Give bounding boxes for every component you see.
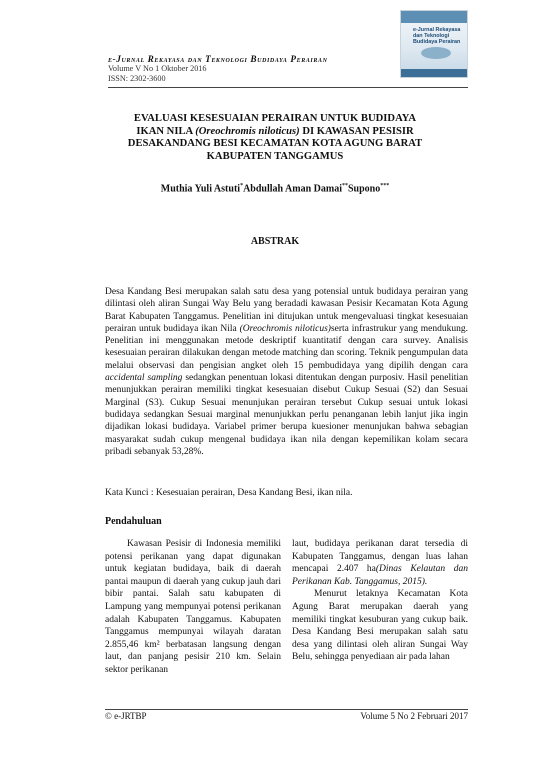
title-line-3: DESAKANDANG BESI KECAMATAN KOTA AGUNG BARAT: [127, 138, 423, 150]
left-paragraph-1: Kawasan Pesisir di Indonesia memiliki potensi perikanan yang dapat digunakan untuk kegiatan budidaya, baik di daerah pantai maupun di daerah yang cukup jauh dari bibir pantai. Salah satu kabupaten di Lampung yang mempunyai potensi perikanan adalah Kabupaten Tanggamus. Kabupaten Tanggamus mempunyai wilayah daratan 2.855,46 km² berbatasan langsung dengan laut, dan panjang pesisir 210 km. Selain sektor perikanan: [105, 539, 281, 675]
cover-title: e-Jurnal Rekayasa dan Teknologi Budidaya Perairan: [413, 27, 461, 45]
keywords: Kata Kunci : Kesesuaian perairan, Desa Kandang Besi, ikan nila.: [105, 488, 353, 498]
author-1: Muthia Yuli Astuti: [160, 183, 241, 195]
abstract-sampling-term: accidental sampling: [105, 373, 183, 384]
right-column: [292, 538, 468, 664]
title-line-2: [110, 126, 440, 139]
header-divider: [108, 87, 468, 88]
abstract-text-3: sedangkan penentuan lokasi ditentukan dengan purposiv. Hasil penelitian menunjukkan perairan memiliki tingkat kesesuaian disebut Cukup Sesuai (S2) dan Sesuai Marginal (S3). Cukup Sesuai menunjukan perairan tersebut Cukup sesuai untuk lokasi budidaya sedangkan Sesuai marginal menunjukkan perlu penanganan lebih lanjut jika ingin dijadikan lokasi budidaya. Variabel primer berupa kuesioner menunjukan bahwa sebagian masyarakat sudah cukup mengenal budidaya ikan nila dengan kepemilikan kolam secara pribadi sebanyak 53,28%.: [105, 373, 468, 457]
abstract-body: [105, 286, 468, 458]
journal-name: e-Jurnal Rekayasa dan Teknologi Budidaya Perairan: [108, 54, 328, 64]
right-paragraph-2: Menurut letaknya Kecamatan Kota Agung Barat merupakan daerah yang memiliki tingkat kesuburan yang cukup baik. Desa Kandang Besi merupakan salah satu desa yang dilintasi oleh aliran Sungai Way Belu, sehingga penyediaan air pada lahan: [292, 589, 468, 663]
abstract-species: (Oreochromis niloticus): [239, 323, 331, 334]
journal-volume: Volume V No 1 Oktober 2016: [108, 64, 207, 73]
abstract-heading: ABSTRAK: [250, 236, 300, 247]
title-species: (Oreochromis niloticus): [195, 125, 300, 137]
right-citation: (Dinas Kelautan dan Perikanan Kab. Tanggamus, 2015).: [292, 564, 468, 587]
journal-issn: ISSN: 2302-3600: [108, 74, 166, 83]
section-heading: Pendahuluan: [105, 516, 162, 527]
author-3: Supono: [347, 183, 381, 195]
title-line-2a: IKAN NILA: [136, 125, 196, 137]
author-2: Abdullah Aman Damai: [243, 183, 342, 195]
paper-title: [110, 113, 440, 163]
cover-top-band: [401, 11, 467, 23]
right-paragraph-1: [292, 538, 468, 588]
footer-volume: Volume 5 No 2 Februari 2017: [360, 711, 468, 721]
footer-copyright: © e-JRTBP: [105, 711, 147, 721]
abstract-text-2: serta infrastrukur yang mendukung. Penelitian ini menggunakan metode deskriptif kuantitatif dengan cara survey. Analisis kesesuaian perairan dilakukan dengan metode matching dan scoring. Teknik pengumpulan data melalui observasi dan pengisian angket oleh 15 pembudidaya yang dipilih dengan cara: [105, 323, 468, 371]
title-line-4: KABUPATEN TANGGAMUS: [206, 150, 344, 162]
title-line-2b: DI KAWASAN PESISIR: [299, 125, 414, 137]
journal-header: [108, 54, 466, 84]
left-column: [105, 538, 281, 677]
title-line-1: EVALUASI KESESUAIAN PERAIRAN UNTUK BUDIDAYA: [133, 113, 417, 124]
abstract-text-1: Desa Kandang Besi merupakan salah satu desa yang potensial untuk budidaya perairan yang dilintasi oleh aliran Sungai Way Belu yang beradadi kawasan Pesisir Kecamatan Kota Agung Barat Kabupaten Tanggamus. Penelitian ini ditujukan untuk mengevaluasi tingkat kesesuaian perairan untuk budidaya ikan Nila: [105, 287, 468, 334]
right-paragraph-1-text: laut, budidaya perikanan darat tersedia di Kabupaten Tanggamus, dengan luas lahan mencapai 2.407 ha: [292, 539, 468, 575]
author-2-mark: **: [341, 183, 348, 189]
author-3-mark: ***: [380, 183, 390, 189]
author-line: [100, 183, 450, 194]
footer-divider: [105, 709, 468, 710]
author-1-mark: *: [240, 183, 244, 189]
